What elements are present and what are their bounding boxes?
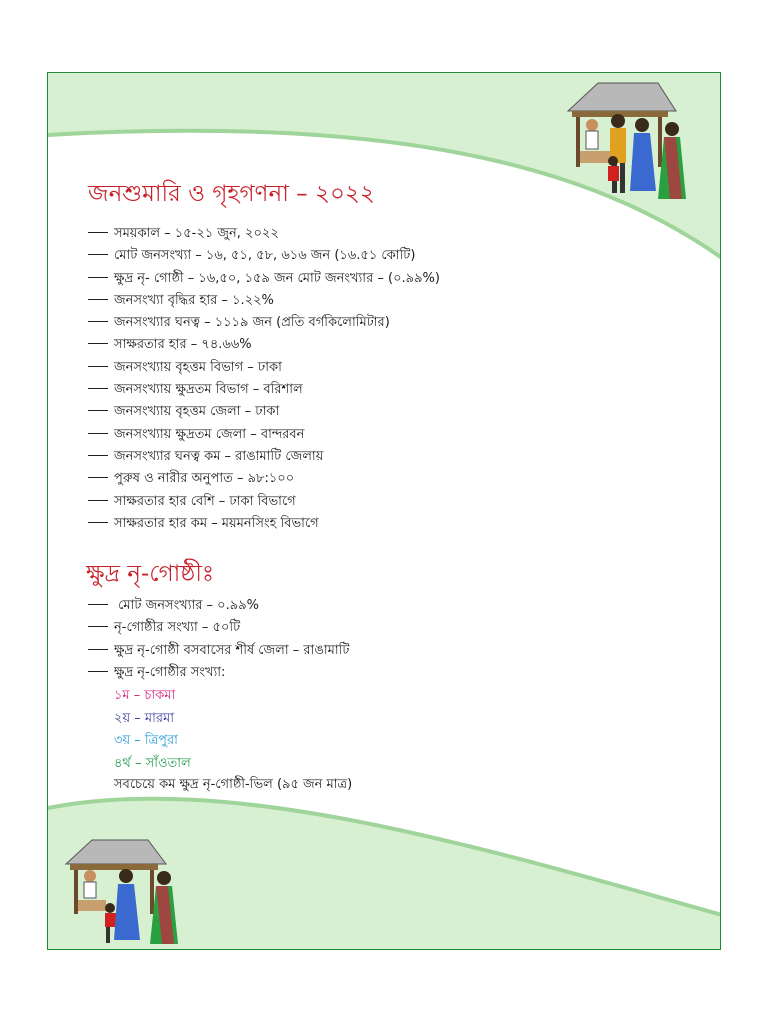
- list-item: জনসংখ্যার ঘনত্ব – ১১১৯ জন (প্রতি বর্গকিলোমিটার): [88, 312, 440, 334]
- ethnic-group-ranking: [114, 685, 191, 775]
- section-heading: ক্ষুদ্র নৃ-গোষ্ঠীঃ: [86, 561, 215, 587]
- page-title: জনশুমারি ও গৃহগণনা – ২০২২: [88, 181, 375, 207]
- list-item: জনসংখ্যায় ক্ষুদ্রতম জেলা – বান্দরবন: [88, 424, 440, 446]
- dash-bullet-icon: [88, 410, 108, 411]
- page-frame: [47, 72, 721, 950]
- census-fact-list: [88, 223, 440, 535]
- dash-bullet-icon: [88, 299, 108, 300]
- dash-bullet-icon: [88, 604, 108, 605]
- list-item: জনসংখ্যার ঘনত্ব কম – রাঙামাটি জেলায়: [88, 446, 440, 468]
- dash-bullet-icon: [88, 671, 108, 672]
- list-item: ক্ষুদ্র নৃ-গোষ্ঠী বসবাসের শীর্ষ জেলা – রাঙামাটি: [88, 640, 349, 662]
- ethnic-group-fact-list: [88, 595, 349, 684]
- list-item: ক্ষুদ্র নৃ-গোষ্ঠীর সংখ্যা:: [88, 662, 349, 684]
- ranking-item: ২য় – মারমা: [114, 710, 175, 726]
- dash-bullet-icon: [88, 455, 108, 456]
- dash-bullet-icon: [88, 254, 108, 255]
- ranking-item: ১ম – চাকমা: [114, 688, 176, 703]
- list-item: সাক্ষরতার হার কম – ময়মনসিংহ বিভাগে: [88, 513, 440, 535]
- dash-bullet-icon: [88, 649, 108, 650]
- ranking-item: ৩য় – ত্রিপুরা: [114, 733, 178, 748]
- dash-bullet-icon: [88, 343, 108, 344]
- dash-bullet-icon: [88, 522, 108, 523]
- dash-bullet-icon: [88, 232, 108, 233]
- list-item: পুরুষ ও নারীর অনুপাত – ৯৮:১০০: [88, 468, 440, 490]
- dash-bullet-icon: [88, 366, 108, 367]
- list-item: সাক্ষরতার হার – ৭৪.৬৬%: [88, 334, 440, 356]
- dash-bullet-icon: [88, 626, 108, 627]
- dash-bullet-icon: [88, 388, 108, 389]
- ranking-item: ৪র্থ – সাঁওতাল: [114, 755, 191, 771]
- list-item: মোট জনসংখ্যার – ০.৯৯%: [88, 595, 349, 617]
- list-item: নৃ-গোষ্ঠীর সংখ্যা – ৫০টি: [88, 617, 349, 639]
- dash-bullet-icon: [88, 477, 108, 478]
- dash-bullet-icon: [88, 433, 108, 434]
- list-item: জনসংখ্যায় বৃহত্তম জেলা – ঢাকা: [88, 401, 440, 423]
- list-item: জনসংখ্যায় বৃহত্তম বিভাগ – ঢাকা: [88, 357, 440, 379]
- dash-bullet-icon: [88, 500, 108, 501]
- village-family-illustration: [558, 81, 698, 206]
- list-item: মোট জনসংখ্যা – ১৬, ৫১, ৫৮, ৬১৬ জন (১৬.৫১ কোটি): [88, 245, 440, 267]
- list-item: সময়কাল – ১৫-২১ জুন, ২০২২: [88, 223, 440, 245]
- list-item: জনসংখ্যায় ক্ষুদ্রতম বিভাগ – বরিশাল: [88, 379, 440, 401]
- village-family-illustration: [60, 838, 200, 948]
- footnote: সবচেয়ে কম ক্ষুদ্র নৃ-গোষ্ঠী-ভিল (৯৫ জন মাত্র): [114, 777, 353, 792]
- dash-bullet-icon: [88, 277, 108, 278]
- list-item: সাক্ষরতার হার বেশি – ঢাকা বিভাগে: [88, 491, 440, 513]
- dash-bullet-icon: [88, 321, 108, 322]
- list-item: জনসংখ্যা বৃদ্ধির হার – ১.২২%: [88, 290, 440, 312]
- list-item: ক্ষুদ্র নৃ- গোষ্ঠী – ১৬,৫০, ১৫৯ জন মোট জনংখ্যার – (০.৯৯%): [88, 268, 440, 290]
